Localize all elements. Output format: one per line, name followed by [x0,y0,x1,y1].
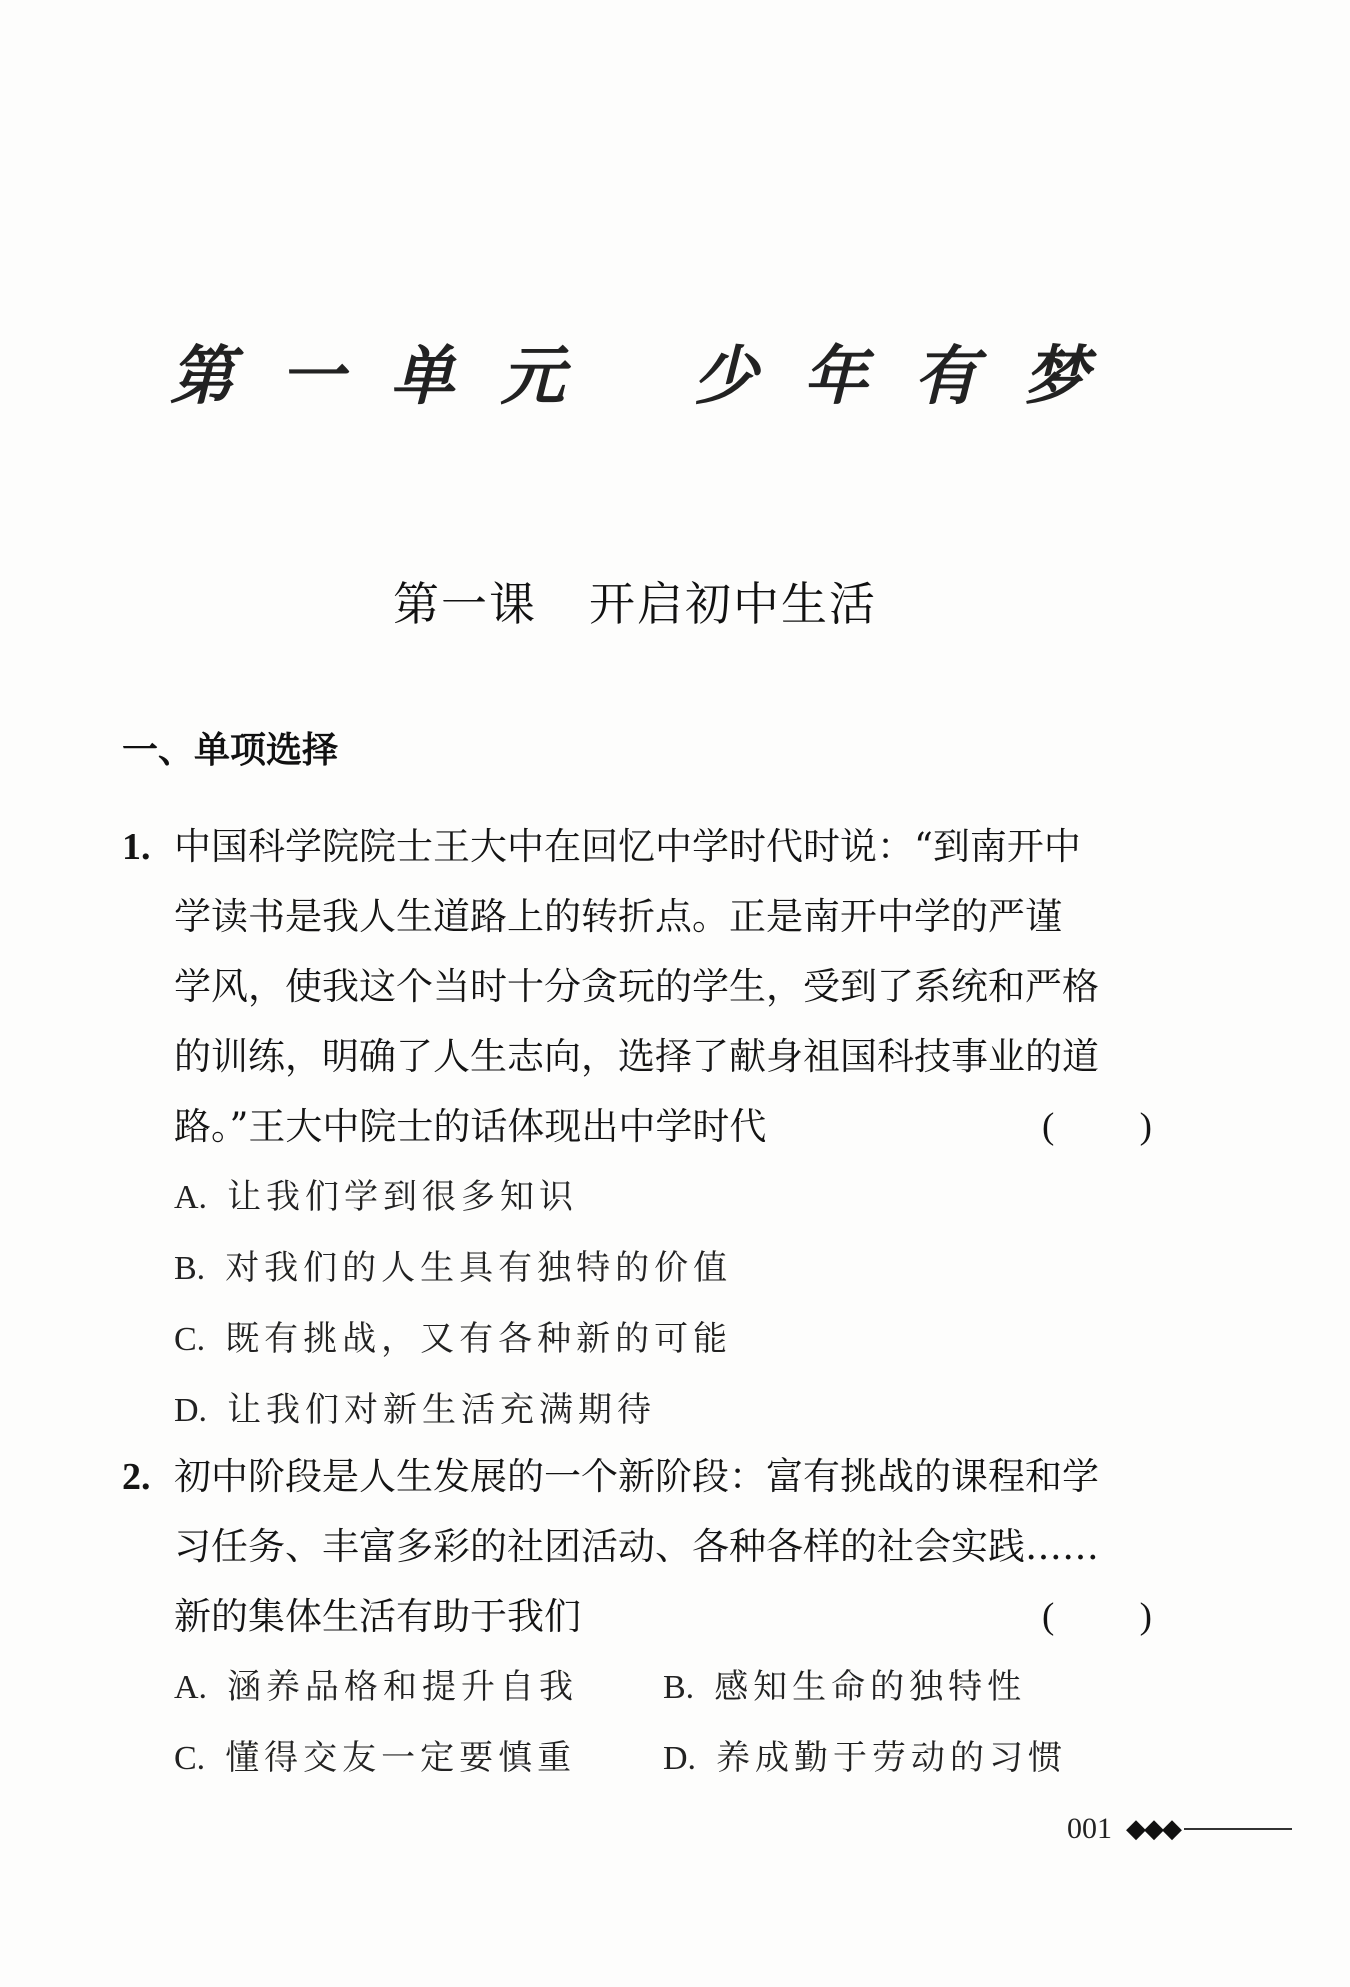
option-letter: B. [174,1250,206,1287]
unit-title-char: 元 [500,339,577,414]
question-2 [122,1442,1152,1794]
stem-line: 新的集体生活有助于我们 [174,1595,581,1638]
option-d[interactable] [663,1723,1152,1794]
diamond-ornament-icon: ◆◆◆ [1126,1814,1180,1844]
option-letter: C. [174,1321,206,1358]
option-b[interactable] [174,1233,1152,1304]
stem-line: 路。”王大中院士的话体现出中学时代 [174,1105,767,1148]
option-c[interactable] [174,1723,663,1794]
page-footer [1067,1812,1292,1846]
stem-line: 初中阶段是人生发展的一个新阶段：富有挑战的课程和学 [174,1455,1099,1498]
option-row [174,1723,1152,1794]
question-stem [174,812,1152,1162]
stem-last-line [174,1092,1152,1162]
question-1 [122,812,1152,1446]
unit-title-char: 少 [693,339,770,414]
option-row [174,1652,1152,1723]
question-stem [174,1442,1152,1652]
option-letter: C. [174,1740,206,1777]
option-b[interactable] [663,1652,1152,1723]
stem-line: 习任务、丰富多彩的社团活动、各种各样的社会实践…… [174,1525,1099,1568]
section-heading: 一、单项选择 [122,730,339,771]
unit-title [0,325,1270,417]
option-d[interactable] [174,1375,1152,1446]
option-text: 让我们学到很多知识 [227,1177,579,1217]
stem-last-line [174,1582,1152,1652]
option-letter: B. [663,1669,695,1706]
unit-title-char: 第 [169,339,246,414]
answer-paren-right: ) [1139,1106,1152,1147]
question-number: 1. [122,826,151,868]
option-letter: D. [174,1392,208,1429]
lesson-name: 开启初中生活 [589,577,877,631]
option-c[interactable] [174,1304,1152,1375]
option-letter: D. [663,1740,697,1777]
option-a[interactable] [174,1652,663,1723]
lesson-title [0,568,1270,634]
answer-paren-left: ( [1042,1596,1055,1637]
stem-line: 学读书是我人生道路上的转折点。正是南开中学的严谨 [174,895,1062,938]
option-text: 懂得交友一定要慎重 [225,1738,577,1778]
unit-title-char: 梦 [1024,339,1101,414]
answer-paren-left: ( [1042,1106,1055,1147]
option-letter: A. [174,1179,208,1216]
question-number: 2. [122,1456,151,1498]
option-text: 涵养品格和提升自我 [227,1667,579,1707]
unit-title-char: 年 [803,339,880,414]
option-letter: A. [174,1669,208,1706]
option-a[interactable] [174,1162,1152,1233]
option-text: 对我们的人生具有独特的价值 [225,1248,733,1288]
stem-line: 学风，使我这个当时十分贪玩的学生，受到了系统和严格 [174,965,1099,1008]
unit-title-char: 有 [913,339,990,414]
option-text: 既有挑战，又有各种新的可能 [225,1319,733,1359]
option-text: 感知生命的独特性 [714,1667,1027,1707]
unit-title-char: 一 [280,339,357,414]
unit-title-char: 单 [390,339,467,414]
lesson-number: 第一课 [393,577,537,631]
option-text: 让我们对新生活充满期待 [227,1390,657,1430]
stem-line: 中国科学院院士王大中在回忆中学时代时说：“到南开中 [174,825,1081,868]
page-number: 001 [1067,1812,1112,1845]
stem-line: 的训练，明确了人生志向，选择了献身祖国科技事业的道 [174,1035,1099,1078]
option-text: 养成勤于劳动的习惯 [716,1738,1068,1778]
footer-rule [1184,1828,1292,1830]
answer-paren-right: ) [1139,1596,1152,1637]
